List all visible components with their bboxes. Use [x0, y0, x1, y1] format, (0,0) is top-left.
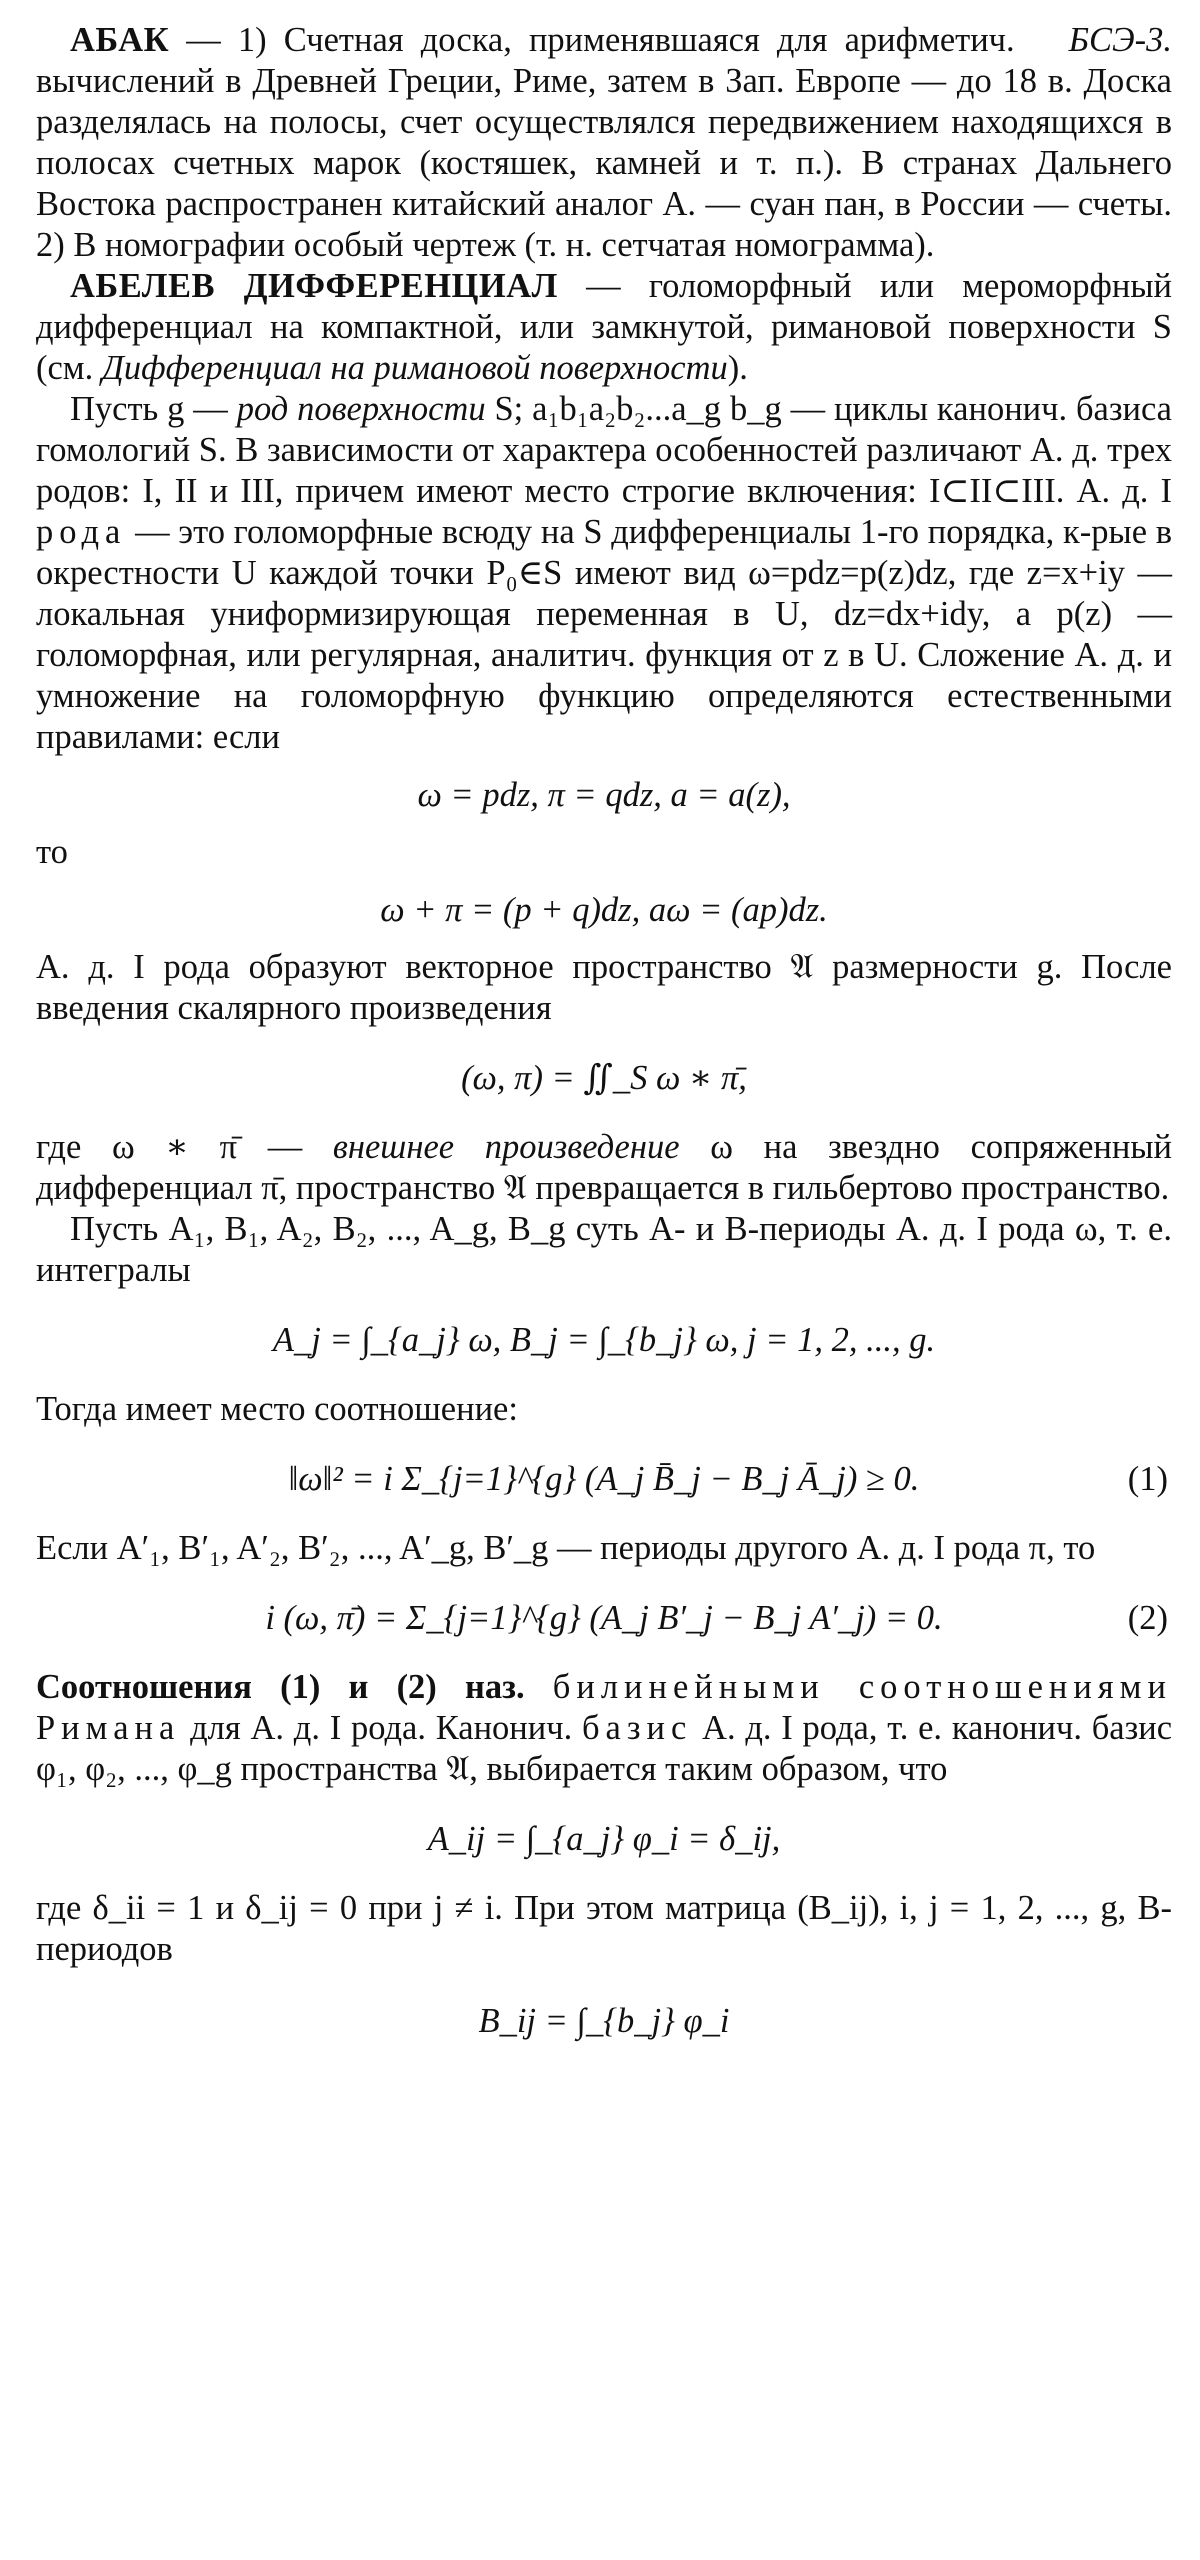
- paragraph-other-periods: Если A′₁, B′₁, A′₂, B′₂, ..., A′_g, B′_g — периоды другого А. д. I рода π, то: [36, 1529, 1096, 1567]
- paragraph-hilbert: [36, 1127, 1172, 1209]
- exterior-product-link[interactable]: внешнее произведение: [332, 1128, 680, 1166]
- word-to: то: [36, 833, 68, 871]
- headword-abelev: АБЕЛЕВ ДИФФЕРЕНЦИАЛ: [70, 267, 558, 305]
- abelev-intro-text: — голоморфный или мероморфный дифференциал на компактной, или замкнутой, римановой поверхности S (см.: [36, 267, 1173, 387]
- paragraph-relation: Тогда имеет место соотношение:: [36, 1390, 518, 1428]
- source-signature: БСЭ-3.: [1068, 21, 1172, 59]
- formula-2: [36, 1575, 1172, 1661]
- paragraph-periods: Пусть A₁, B₁, A₂, B₂, ..., A_g, B_g суть A- и B-периоды А. д. I рода ω, т. е. интегралы: [36, 1210, 1172, 1289]
- formula-sum: ω + π = (p + q)dz, aω = (ap)dz.: [380, 891, 828, 929]
- paragraph-vector-space: А. д. I рода образуют векторное пространство 𝔄 размерности g. После введения скалярного произведения: [36, 948, 1172, 1027]
- p7-text-c: А. д. I рода, т. е. канонич. базис φ₁, φ₂, ..., φ_g пространства 𝔄, выбирается таким образом, что: [36, 1709, 1173, 1788]
- formula-2-body: i (ω, π̄) = Σ_{j=1}^{g} (A_j B′_j − B_j A′_j) = 0.: [265, 1599, 943, 1637]
- article-abak: [36, 20, 1172, 266]
- equation-number-1: (1): [1127, 1460, 1168, 1498]
- formula-b-periods: B_ij = ∫_{b_j} φ_i: [478, 2002, 730, 2040]
- p7-text-b: для А. д. I рода. Канонич.: [180, 1709, 582, 1747]
- paragraph-bilinear: [36, 1667, 1172, 1790]
- spaced-term-basis: базис: [581, 1709, 693, 1747]
- article-abelev-intro: [36, 266, 1172, 389]
- formula-1: [36, 1436, 1172, 1522]
- headword-abak: АБАК: [70, 21, 170, 59]
- formula-definitions: ω = pdz, π = qdz, a = a(z),: [417, 776, 791, 814]
- p1-text-c: — это голоморфные всюду на S дифференциалы 1-го порядка, к-рые в окрестности U каждой точки P₀∈S имеют вид ω=pdz=p(z)dz, где z=x+iy — локальная униформизирующая переменная в U, dz=dx+idy, а p(z) — голоморфная, или регулярная, аналитич. функция от z в U. Сложение А. д. и умножение на голоморфную функцию определяются естественными правилами: если: [36, 513, 1172, 756]
- cross-reference-link[interactable]: Дифференциал на римановой поверхности: [101, 349, 728, 387]
- p7-text-a: Соотношения (1) и (2) наз.: [36, 1668, 553, 1706]
- equation-number-2: (2): [1127, 1599, 1168, 1637]
- p1-text-b: S; a₁b₁a₂b₂...a_g b_g — циклы канонич. базиса гомологий S. В зависимости от характера особенностей различают А. д. трех родов: I, II и III, причем имеют место строгие включения: I⊂II⊂III. А. д. I: [36, 390, 1172, 510]
- formula-normalization: A_ij = ∫_{a_j} φ_i = δ_ij,: [427, 1820, 781, 1858]
- spaced-term-rod: рода: [36, 513, 127, 551]
- abak-body: — 1) Счетная доска, применявшаяся для арифметич. вычислений в Древней Греции, Риме, затем в Зап. Европе — до 18 в. Доска разделялась на полосы, счет осуществлялся передвижением находящихся в полосах счетных марок (костяшек, камней и т. п.). В странах Дальнего Востока распространен китайский аналог А. — суан пан, в России — счеты. 2) В номографии особый чертеж (т. н. сетчатая номограмма).: [36, 21, 1172, 264]
- genus-reference-link[interactable]: род поверхности: [236, 390, 486, 428]
- p3-text-b: ω на звездно сопряженный дифференциал π̄, пространство 𝔄 превращается в гильбертово пространство.: [36, 1128, 1172, 1207]
- abelev-intro-end: ).: [727, 349, 748, 387]
- p3-text-a: где ω ∗ π̄ —: [36, 1128, 333, 1166]
- formula-scalar-product: (ω, π) = ∬_S ω ∗ π̄,: [461, 1059, 747, 1097]
- paragraph-genus: [36, 389, 1172, 758]
- p1-text-a: Пусть g —: [70, 390, 237, 428]
- paragraph-matrix: где δ_ii = 1 и δ_ij = 0 при j ≠ i. При этом матрица (B_ij), i, j = 1, 2, ..., g, B-периодов: [36, 1889, 1172, 1968]
- formula-periods: A_j = ∫_{a_j} ω, B_j = ∫_{b_j} ω, j = 1, 2, ..., g.: [272, 1321, 936, 1359]
- spaced-term-bilinear: билинейными соотношениями Римана: [36, 1668, 1172, 1747]
- formula-1-body: ‖ω‖² = i Σ_{j=1}^{g} (A_j B̄_j − B_j Ā_j) ≥ 0.: [288, 1460, 920, 1498]
